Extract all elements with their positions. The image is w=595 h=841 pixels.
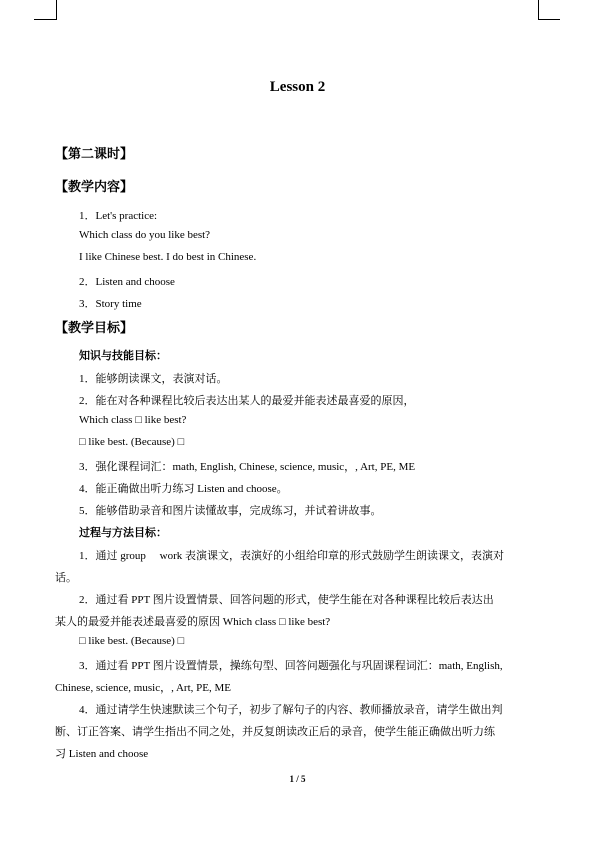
knowledge-line: 4．能正确做出听力练习 Listen and choose。 [79,483,288,495]
process-line: □ like best. (Because) □ [79,635,185,647]
knowledge-line: □ like best. (Because) □ [79,436,185,448]
crop-mark-top-right-h [538,19,560,20]
process-line: 某人的最爱并能表述最喜爱的原因 Which class □ like best? [55,616,331,628]
content-line: 1．Let's practice: [79,210,158,222]
section-content-heading: 【教学内容】 [55,179,134,194]
crop-mark-top-left-h [34,19,56,20]
content-line: 3．Story time [79,298,142,310]
knowledge-line: 5．能够借助录音和图片读懂故事，完成练习，并试着讲故事。 [79,505,382,517]
process-line: 4．通过请学生快速默读三个句子，初步了解句子的内容、教师播放录音，请学生做出判 [79,704,503,716]
process-line: 断、订正答案、请学生指出不同之处，并反复朗读改正后的录音，使学生能正确做出听力练 [55,726,495,738]
process-line: 1．通过 group work 表演课文，表演好的小组给印章的形式鼓励学生朗读课文，表演对 [79,550,505,562]
content-line: 2．Listen and choose [79,276,175,288]
section-period-heading: 【第二课时】 [55,146,134,161]
process-line: 3．通过看 PPT 图片设置情景，操练句型、回答问题强化与巩固课程词汇：math, English, [79,660,503,672]
crop-mark-top-left-v [56,0,57,20]
process-line: Chinese, science, music，, Art, PE, ME [55,682,231,694]
page-title: Lesson 2 [269,79,326,95]
content-line: I like Chinese best. I do best in Chinese. [79,251,257,263]
process-line: 话。 [55,572,77,584]
content-line: Which class do you like best? [79,229,211,241]
page-number: 1 / 5 [289,774,306,784]
knowledge-line: Which class □ like best? [79,414,187,426]
knowledge-line: 3．强化课程词汇：math, English, Chinese, science, music，, Art, PE, ME [79,461,416,473]
process-line: 习 Listen and choose [55,748,149,760]
section-goals-heading: 【教学目标】 [55,320,134,335]
knowledge-goals-title: 知识与技能目标： [79,350,167,362]
process-goals-title: 过程与方法目标： [79,527,167,539]
crop-mark-top-right-v [538,0,539,20]
knowledge-line: 2．能在对各种课程比较后表达出某人的最爱并能表述最喜爱的原因， [79,395,415,407]
process-line: 2．通过看 PPT 图片设置情景、回答问题的形式，使学生能在对各种课程比较后表达出 [79,594,494,606]
knowledge-line: 1．能够朗读课文，表演对话。 [79,373,228,385]
